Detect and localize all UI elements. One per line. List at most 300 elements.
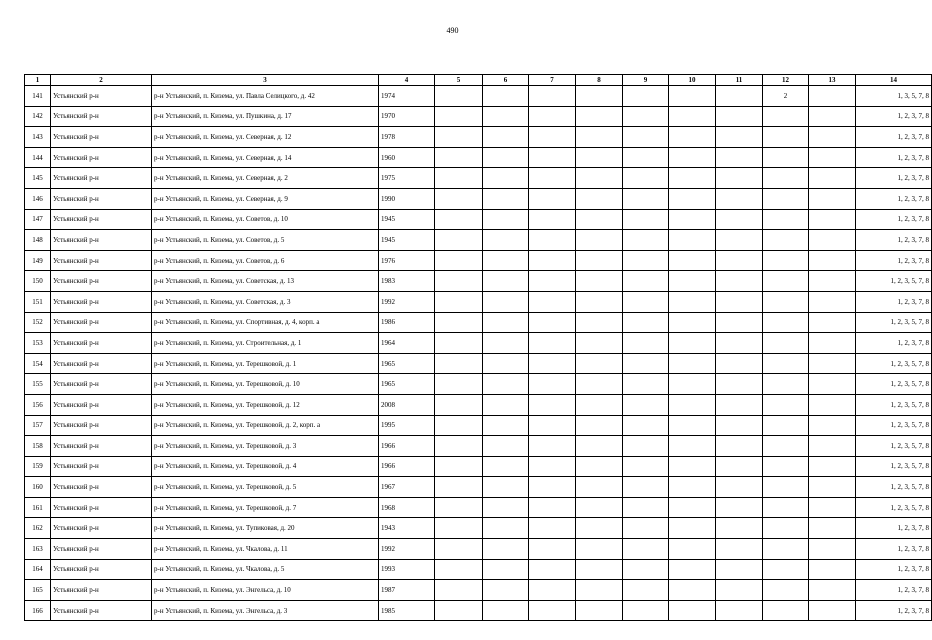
table-row	[25, 497, 932, 518]
col12-cell	[763, 147, 809, 168]
col11-cell	[716, 559, 763, 580]
codes-cell: 1, 2, 3, 7, 8	[856, 333, 932, 354]
col6-cell	[483, 230, 529, 251]
col6-cell	[483, 127, 529, 148]
col5-cell	[435, 600, 483, 621]
col7-cell	[529, 518, 576, 539]
address-cell: р-н Устьянский, п. Кизема, ул. Чкалова, д. 11	[152, 539, 379, 560]
col9-cell	[623, 456, 669, 477]
district-cell: Устьянский р-н	[51, 291, 152, 312]
table-row	[25, 394, 932, 415]
col12-cell	[763, 600, 809, 621]
row-number-cell: 150	[25, 271, 51, 292]
page-number: 490	[446, 26, 459, 35]
col6-cell	[483, 456, 529, 477]
col7-cell	[529, 394, 576, 415]
col10-cell	[669, 394, 716, 415]
col10-cell	[669, 518, 716, 539]
col12-cell	[763, 456, 809, 477]
row-number-cell: 164	[25, 559, 51, 580]
year-cell: 1966	[379, 456, 435, 477]
col12-cell	[763, 209, 809, 230]
col8-cell	[576, 477, 623, 498]
col11-cell	[716, 394, 763, 415]
col12-cell	[763, 230, 809, 251]
col13-cell	[809, 456, 856, 477]
row-number-cell: 141	[25, 86, 51, 107]
row-number-cell: 158	[25, 436, 51, 457]
col9-cell	[623, 436, 669, 457]
address-cell: р-н Устьянский, п. Кизема, ул. Терешковой, д. 4	[152, 456, 379, 477]
col8-cell	[576, 127, 623, 148]
col13-cell	[809, 250, 856, 271]
col11-cell	[716, 456, 763, 477]
year-cell: 1945	[379, 209, 435, 230]
col9-cell	[623, 230, 669, 251]
table-row	[25, 456, 932, 477]
row-number-cell: 160	[25, 477, 51, 498]
col7-cell	[529, 436, 576, 457]
col9-cell	[623, 477, 669, 498]
col8-cell	[576, 353, 623, 374]
col9-cell	[623, 518, 669, 539]
year-cell: 1983	[379, 271, 435, 292]
column-header-9: 9	[623, 75, 669, 86]
col10-cell	[669, 497, 716, 518]
codes-cell: 1, 3, 5, 7, 8	[856, 86, 932, 107]
codes-cell: 1, 2, 3, 7, 8	[856, 250, 932, 271]
table-row	[25, 559, 932, 580]
col8-cell	[576, 209, 623, 230]
col6-cell	[483, 147, 529, 168]
col6-cell	[483, 374, 529, 395]
col7-cell	[529, 353, 576, 374]
col8-cell	[576, 415, 623, 436]
codes-cell: 1, 2, 3, 7, 8	[856, 600, 932, 621]
district-cell: Устьянский р-н	[51, 559, 152, 580]
col9-cell	[623, 539, 669, 560]
col8-cell	[576, 106, 623, 127]
district-cell: Устьянский р-н	[51, 188, 152, 209]
row-number-cell: 145	[25, 168, 51, 189]
housing-registry-table	[24, 74, 932, 621]
col7-cell	[529, 168, 576, 189]
col13-cell	[809, 86, 856, 107]
col5-cell	[435, 436, 483, 457]
district-cell: Устьянский р-н	[51, 127, 152, 148]
col6-cell	[483, 518, 529, 539]
col9-cell	[623, 312, 669, 333]
codes-cell: 1, 2, 3, 7, 8	[856, 230, 932, 251]
col6-cell	[483, 559, 529, 580]
col5-cell	[435, 477, 483, 498]
col7-cell	[529, 188, 576, 209]
col11-cell	[716, 271, 763, 292]
col5-cell	[435, 168, 483, 189]
col6-cell	[483, 291, 529, 312]
col13-cell	[809, 230, 856, 251]
col5-cell	[435, 230, 483, 251]
codes-cell: 1, 2, 3, 7, 8	[856, 209, 932, 230]
col5-cell	[435, 333, 483, 354]
row-number-cell: 147	[25, 209, 51, 230]
col9-cell	[623, 394, 669, 415]
col5-cell	[435, 291, 483, 312]
col13-cell	[809, 518, 856, 539]
col8-cell	[576, 436, 623, 457]
address-cell: р-н Устьянский, п. Кизема, ул. Северная, д. 14	[152, 147, 379, 168]
col6-cell	[483, 106, 529, 127]
col6-cell	[483, 333, 529, 354]
codes-cell: 1, 2, 3, 5, 7, 8	[856, 497, 932, 518]
col13-cell	[809, 353, 856, 374]
col6-cell	[483, 250, 529, 271]
district-cell: Устьянский р-н	[51, 394, 152, 415]
col5-cell	[435, 250, 483, 271]
col10-cell	[669, 600, 716, 621]
col11-cell	[716, 600, 763, 621]
column-header-5: 5	[435, 75, 483, 86]
codes-cell: 1, 2, 3, 7, 8	[856, 127, 932, 148]
codes-cell: 1, 2, 3, 5, 7, 8	[856, 374, 932, 395]
table-row	[25, 168, 932, 189]
col12-cell	[763, 539, 809, 560]
col11-cell	[716, 106, 763, 127]
col13-cell	[809, 559, 856, 580]
col8-cell	[576, 271, 623, 292]
col10-cell	[669, 147, 716, 168]
col10-cell	[669, 374, 716, 395]
col7-cell	[529, 477, 576, 498]
codes-cell: 1, 2, 3, 7, 8	[856, 147, 932, 168]
codes-cell: 1, 2, 3, 5, 7, 8	[856, 271, 932, 292]
column-header-2: 2	[51, 75, 152, 86]
col10-cell	[669, 209, 716, 230]
row-number-cell: 156	[25, 394, 51, 415]
col11-cell	[716, 188, 763, 209]
col11-cell	[716, 147, 763, 168]
address-cell: р-н Устьянский, п. Кизема, ул. Северная, д. 12	[152, 127, 379, 148]
codes-cell: 1, 2, 3, 5, 7, 8	[856, 353, 932, 374]
year-cell: 1974	[379, 86, 435, 107]
col5-cell	[435, 374, 483, 395]
col7-cell	[529, 456, 576, 477]
col11-cell	[716, 250, 763, 271]
col12-cell	[763, 374, 809, 395]
table-row	[25, 477, 932, 498]
address-cell: р-н Устьянский, п. Кизема, ул. Энгельса, д. 3	[152, 600, 379, 621]
col6-cell	[483, 86, 529, 107]
col7-cell	[529, 580, 576, 601]
col12-cell	[763, 271, 809, 292]
year-cell: 1987	[379, 580, 435, 601]
col12-cell	[763, 394, 809, 415]
column-header-1: 1	[25, 75, 51, 86]
col8-cell	[576, 580, 623, 601]
codes-cell: 1, 2, 3, 5, 7, 8	[856, 477, 932, 498]
district-cell: Устьянский р-н	[51, 539, 152, 560]
col6-cell	[483, 271, 529, 292]
col6-cell	[483, 497, 529, 518]
col7-cell	[529, 209, 576, 230]
address-cell: р-н Устьянский, п. Кизема, ул. Терешковой, д. 5	[152, 477, 379, 498]
address-cell: р-н Устьянский, п. Кизема, ул. Терешковой, д. 7	[152, 497, 379, 518]
table-row	[25, 106, 932, 127]
col11-cell	[716, 580, 763, 601]
col12-cell	[763, 436, 809, 457]
year-cell: 1992	[379, 291, 435, 312]
col6-cell	[483, 477, 529, 498]
col13-cell	[809, 209, 856, 230]
district-cell: Устьянский р-н	[51, 436, 152, 457]
col10-cell	[669, 291, 716, 312]
col13-cell	[809, 374, 856, 395]
address-cell: р-н Устьянский, п. Кизема, ул. Терешковой, д. 2, корп. а	[152, 415, 379, 436]
year-cell: 1960	[379, 147, 435, 168]
col13-cell	[809, 147, 856, 168]
col7-cell	[529, 147, 576, 168]
address-cell: р-н Устьянский, п. Кизема, ул. Советская, д. 13	[152, 271, 379, 292]
col8-cell	[576, 168, 623, 189]
codes-cell: 1, 2, 3, 5, 7, 8	[856, 436, 932, 457]
col11-cell	[716, 209, 763, 230]
col8-cell	[576, 456, 623, 477]
table-row	[25, 250, 932, 271]
col13-cell	[809, 127, 856, 148]
col9-cell	[623, 497, 669, 518]
column-header-14: 14	[856, 75, 932, 86]
col10-cell	[669, 415, 716, 436]
column-header-12: 12	[763, 75, 809, 86]
col11-cell	[716, 333, 763, 354]
col12-cell	[763, 250, 809, 271]
row-number-cell: 163	[25, 539, 51, 560]
table-row	[25, 580, 932, 601]
col7-cell	[529, 271, 576, 292]
address-cell: р-н Устьянский, п. Кизема, ул. Чкалова, д. 5	[152, 559, 379, 580]
col5-cell	[435, 559, 483, 580]
col11-cell	[716, 86, 763, 107]
col8-cell	[576, 600, 623, 621]
col13-cell	[809, 312, 856, 333]
codes-cell: 1, 2, 3, 5, 7, 8	[856, 312, 932, 333]
column-header-13: 13	[809, 75, 856, 86]
district-cell: Устьянский р-н	[51, 456, 152, 477]
col11-cell	[716, 477, 763, 498]
codes-cell: 1, 2, 3, 7, 8	[856, 518, 932, 539]
col7-cell	[529, 600, 576, 621]
col6-cell	[483, 436, 529, 457]
col10-cell	[669, 188, 716, 209]
address-cell: р-н Устьянский, п. Кизема, ул. Пушкина, д. 17	[152, 106, 379, 127]
table-row	[25, 291, 932, 312]
year-cell: 1968	[379, 497, 435, 518]
col7-cell	[529, 106, 576, 127]
column-header-7: 7	[529, 75, 576, 86]
col13-cell	[809, 436, 856, 457]
col13-cell	[809, 333, 856, 354]
col12-cell	[763, 291, 809, 312]
table-row	[25, 436, 932, 457]
col13-cell	[809, 415, 856, 436]
table-row	[25, 353, 932, 374]
col10-cell	[669, 559, 716, 580]
district-cell: Устьянский р-н	[51, 353, 152, 374]
col9-cell	[623, 250, 669, 271]
col12-cell	[763, 497, 809, 518]
district-cell: Устьянский р-н	[51, 168, 152, 189]
col7-cell	[529, 415, 576, 436]
col7-cell	[529, 86, 576, 107]
col5-cell	[435, 147, 483, 168]
col5-cell	[435, 539, 483, 560]
col9-cell	[623, 415, 669, 436]
col5-cell	[435, 353, 483, 374]
row-number-cell: 162	[25, 518, 51, 539]
col7-cell	[529, 559, 576, 580]
col11-cell	[716, 518, 763, 539]
address-cell: р-н Устьянский, п. Кизема, ул. Тупиковая, д. 20	[152, 518, 379, 539]
row-number-cell: 144	[25, 147, 51, 168]
address-cell: р-н Устьянский, п. Кизема, ул. Советская, д. 3	[152, 291, 379, 312]
col12-cell	[763, 559, 809, 580]
table-row	[25, 147, 932, 168]
row-number-cell: 152	[25, 312, 51, 333]
col9-cell	[623, 209, 669, 230]
col8-cell	[576, 497, 623, 518]
col13-cell	[809, 580, 856, 601]
year-cell: 1966	[379, 436, 435, 457]
district-cell: Устьянский р-н	[51, 600, 152, 621]
col13-cell	[809, 600, 856, 621]
col9-cell	[623, 559, 669, 580]
col6-cell	[483, 209, 529, 230]
col6-cell	[483, 580, 529, 601]
column-header-8: 8	[576, 75, 623, 86]
district-cell: Устьянский р-н	[51, 374, 152, 395]
codes-cell: 1, 2, 3, 7, 8	[856, 188, 932, 209]
col9-cell	[623, 353, 669, 374]
col12-cell	[763, 353, 809, 374]
col12-cell	[763, 580, 809, 601]
table-row	[25, 600, 932, 621]
table-row	[25, 539, 932, 560]
col5-cell	[435, 106, 483, 127]
address-cell: р-н Устьянский, п. Кизема, ул. Павла Селицкого, д. 42	[152, 86, 379, 107]
col9-cell	[623, 580, 669, 601]
table-row	[25, 271, 932, 292]
col9-cell	[623, 147, 669, 168]
district-cell: Устьянский р-н	[51, 230, 152, 251]
col6-cell	[483, 188, 529, 209]
codes-cell: 1, 2, 3, 7, 8	[856, 580, 932, 601]
year-cell: 1967	[379, 477, 435, 498]
address-cell: р-н Устьянский, п. Кизема, ул. Северная, д. 2	[152, 168, 379, 189]
col11-cell	[716, 436, 763, 457]
address-cell: р-н Устьянский, п. Кизема, ул. Терешковой, д. 12	[152, 394, 379, 415]
district-cell: Устьянский р-н	[51, 580, 152, 601]
col6-cell	[483, 394, 529, 415]
district-cell: Устьянский р-н	[51, 106, 152, 127]
col12-cell	[763, 312, 809, 333]
col13-cell	[809, 188, 856, 209]
col11-cell	[716, 415, 763, 436]
year-cell: 1945	[379, 230, 435, 251]
district-cell: Устьянский р-н	[51, 209, 152, 230]
col5-cell	[435, 580, 483, 601]
col7-cell	[529, 539, 576, 560]
year-cell: 2008	[379, 394, 435, 415]
col8-cell	[576, 559, 623, 580]
col9-cell	[623, 168, 669, 189]
col6-cell	[483, 353, 529, 374]
year-cell: 1943	[379, 518, 435, 539]
table-row	[25, 374, 932, 395]
year-cell: 1990	[379, 188, 435, 209]
col10-cell	[669, 250, 716, 271]
codes-cell: 1, 2, 3, 5, 7, 8	[856, 456, 932, 477]
col8-cell	[576, 230, 623, 251]
row-number-cell: 165	[25, 580, 51, 601]
col11-cell	[716, 374, 763, 395]
address-cell: р-н Устьянский, п. Кизема, ул. Советов, д. 6	[152, 250, 379, 271]
col10-cell	[669, 271, 716, 292]
col13-cell	[809, 168, 856, 189]
col5-cell	[435, 188, 483, 209]
column-header-4: 4	[379, 75, 435, 86]
codes-cell: 1, 2, 3, 7, 8	[856, 106, 932, 127]
col12-cell	[763, 333, 809, 354]
col10-cell	[669, 333, 716, 354]
address-cell: р-н Устьянский, п. Кизема, ул. Советов, д. 5	[152, 230, 379, 251]
address-cell: р-н Устьянский, п. Кизема, ул. Советов, д. 10	[152, 209, 379, 230]
col11-cell	[716, 539, 763, 560]
district-cell: Устьянский р-н	[51, 250, 152, 271]
row-number-cell: 157	[25, 415, 51, 436]
col12-cell	[763, 106, 809, 127]
col13-cell	[809, 497, 856, 518]
col9-cell	[623, 333, 669, 354]
district-cell: Устьянский р-н	[51, 271, 152, 292]
district-cell: Устьянский р-н	[51, 415, 152, 436]
col6-cell	[483, 539, 529, 560]
col9-cell	[623, 188, 669, 209]
district-cell: Устьянский р-н	[51, 86, 152, 107]
col7-cell	[529, 127, 576, 148]
year-cell: 1975	[379, 168, 435, 189]
col10-cell	[669, 230, 716, 251]
col8-cell	[576, 86, 623, 107]
column-header-6: 6	[483, 75, 529, 86]
col5-cell	[435, 518, 483, 539]
col7-cell	[529, 333, 576, 354]
col8-cell	[576, 188, 623, 209]
codes-cell: 1, 2, 3, 7, 8	[856, 168, 932, 189]
address-cell: р-н Устьянский, п. Кизема, ул. Северная, д. 9	[152, 188, 379, 209]
col11-cell	[716, 291, 763, 312]
col6-cell	[483, 168, 529, 189]
col5-cell	[435, 456, 483, 477]
col6-cell	[483, 312, 529, 333]
col11-cell	[716, 230, 763, 251]
district-cell: Устьянский р-н	[51, 147, 152, 168]
col12-cell	[763, 415, 809, 436]
table-header-row	[25, 75, 932, 86]
col5-cell	[435, 312, 483, 333]
year-cell: 1985	[379, 600, 435, 621]
codes-cell: 1, 2, 3, 7, 8	[856, 291, 932, 312]
year-cell: 1964	[379, 333, 435, 354]
